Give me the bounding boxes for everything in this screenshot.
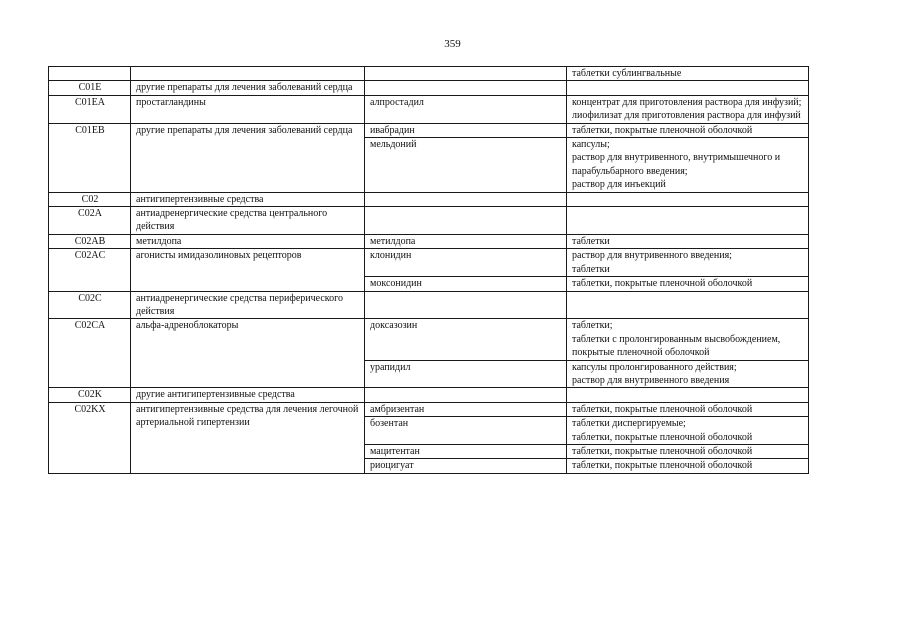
dosage-form: раствор для внутривенного введения; таблетки [567, 249, 809, 277]
drug-inn: амбризентан [365, 402, 567, 416]
dosage-form [567, 207, 809, 235]
table-row [49, 249, 809, 277]
dosage-form [567, 81, 809, 95]
table-row [49, 234, 809, 248]
atc-code: C01EB [49, 123, 131, 192]
dosage-form: таблетки, покрытые пленочной оболочкой [567, 459, 809, 473]
atc-code: C02AC [49, 249, 131, 291]
dosage-form [567, 192, 809, 206]
group-name [131, 67, 365, 81]
group-name: другие антигипертензивные средства [131, 388, 365, 402]
dosage-form [567, 291, 809, 319]
dosage-form: капсулы пролонгированного действия; раствор для внутривенного введения [567, 360, 809, 388]
table-row [49, 207, 809, 235]
drug-inn: доксазозин [365, 319, 567, 360]
atc-code: C02AB [49, 234, 131, 248]
dosage-form: таблетки, покрытые пленочной оболочкой [567, 444, 809, 458]
drug-inn: моксонидин [365, 277, 567, 291]
drug-inn: алпростадил [365, 95, 567, 123]
drug-inn: мельдоний [365, 138, 567, 193]
dosage-form: таблетки, покрытые пленочной оболочкой [567, 123, 809, 137]
table-row [49, 192, 809, 206]
group-name: агонисты имидазолиновых рецепторов [131, 249, 365, 291]
drug-inn [365, 291, 567, 319]
atc-code: C01EA [49, 95, 131, 123]
drug-inn: урапидил [365, 360, 567, 388]
group-name: метилдопа [131, 234, 365, 248]
table-row [49, 67, 809, 81]
drug-inn: клонидин [365, 249, 567, 277]
drug-inn: ивабрадин [365, 123, 567, 137]
dosage-form: капсулы; раствор для внутривенного, внутримышечного и парабульбарного введения; раствор для инъекций [567, 138, 809, 193]
drug-inn [365, 207, 567, 235]
dosage-form: таблетки; таблетки с пролонгированным высвобождением, покрытые пленочной оболочкой [567, 319, 809, 360]
drug-inn [365, 81, 567, 95]
drug-inn: риоцигуат [365, 459, 567, 473]
group-name: антигипертензивные средства [131, 192, 365, 206]
drug-inn [365, 67, 567, 81]
drug-inn [365, 388, 567, 402]
atc-code: C02 [49, 192, 131, 206]
dosage-form: концентрат для приготовления раствора для инфузий; лиофилизат для приготовления раствора для инфузий [567, 95, 809, 123]
dosage-form: таблетки [567, 234, 809, 248]
drug-inn: метилдопа [365, 234, 567, 248]
drug-inn [365, 192, 567, 206]
group-name: другие препараты для лечения заболеваний сердца [131, 123, 365, 192]
drug-inn: мацитентан [365, 444, 567, 458]
atc-code: C02A [49, 207, 131, 235]
dosage-form: таблетки сублингвальные [567, 67, 809, 81]
group-name: антиадренергические средства центрального действия [131, 207, 365, 235]
group-name: альфа-адреноблокаторы [131, 319, 365, 388]
table-row [49, 81, 809, 95]
table-row [49, 388, 809, 402]
table-row [49, 291, 809, 319]
atc-code: C01E [49, 81, 131, 95]
page-number: 359 [444, 38, 461, 50]
table-row [49, 123, 809, 137]
drug-classification-table [48, 66, 809, 474]
dosage-form: таблетки диспергируемые; таблетки, покрытые пленочной оболочкой [567, 417, 809, 445]
dosage-form: таблетки, покрытые пленочной оболочкой [567, 402, 809, 416]
drug-inn: бозентан [365, 417, 567, 445]
dosage-form: таблетки, покрытые пленочной оболочкой [567, 277, 809, 291]
table-row [49, 95, 809, 123]
table-row [49, 319, 809, 360]
group-name: простагландины [131, 95, 365, 123]
group-name: антигипертензивные средства для лечения легочной артериальной гипертензии [131, 402, 365, 473]
atc-code: C02KX [49, 402, 131, 473]
table-row [49, 402, 809, 416]
atc-code: C02CA [49, 319, 131, 388]
dosage-form [567, 388, 809, 402]
atc-code [49, 67, 131, 81]
group-name: другие препараты для лечения заболеваний сердца [131, 81, 365, 95]
atc-code: C02K [49, 388, 131, 402]
group-name: антиадренергические средства периферического действия [131, 291, 365, 319]
atc-code: C02C [49, 291, 131, 319]
